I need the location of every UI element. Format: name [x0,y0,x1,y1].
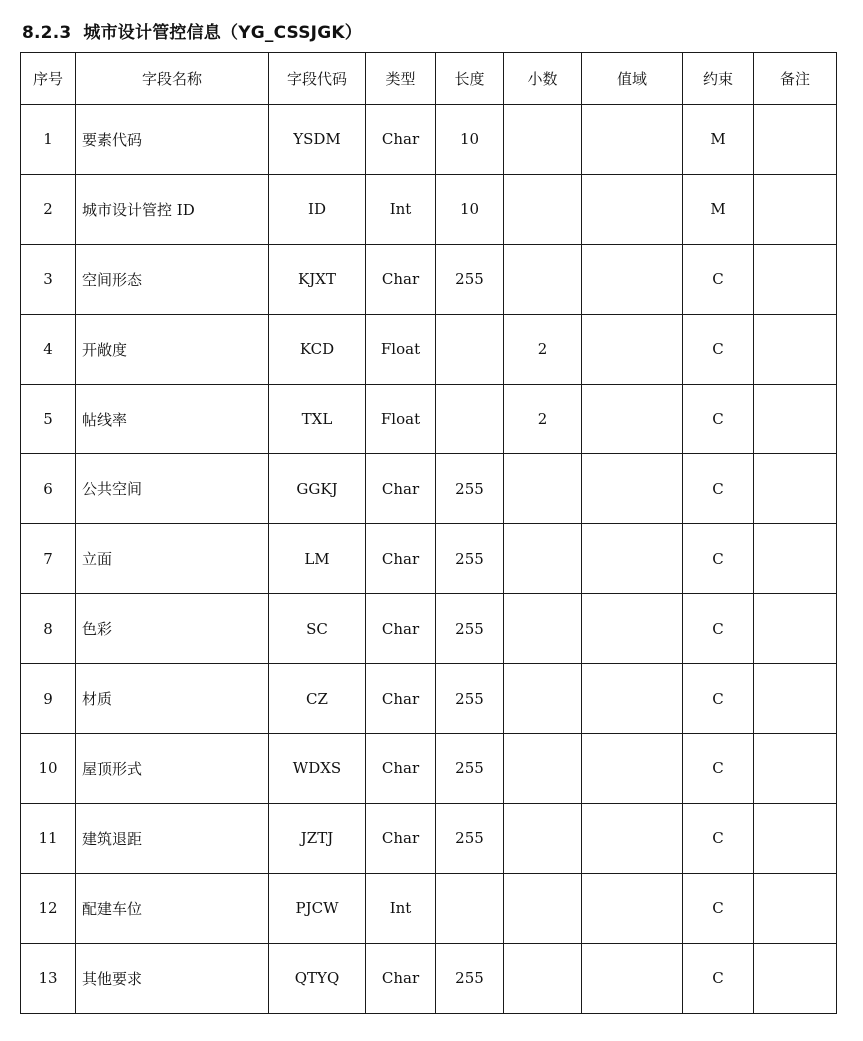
cell-index: 12 [21,873,76,943]
cell-remarks [754,943,837,1013]
cell-decimals [504,105,582,175]
header-length: 长度 [436,53,504,105]
cell-field-code: WDXS [269,734,366,804]
table-row [21,873,837,943]
table-row [21,943,837,1013]
cell-remarks [754,244,837,314]
cell-constraint: M [683,105,754,175]
section-number: 8.2.3 [22,23,72,43]
cell-constraint: C [683,803,754,873]
cell-index: 3 [21,244,76,314]
header-remarks: 备注 [754,53,837,105]
cell-type: Int [366,873,436,943]
cell-constraint: C [683,524,754,594]
cell-value-range [582,384,683,454]
cell-value-range [582,174,683,244]
cell-decimals [504,943,582,1013]
cell-decimals [504,594,582,664]
cell-field-code: CZ [269,664,366,734]
cell-index: 10 [21,734,76,804]
cell-constraint: C [683,943,754,1013]
cell-constraint: C [683,244,754,314]
cell-length: 255 [436,524,504,594]
table-row [21,734,837,804]
header-field-name: 字段名称 [76,53,269,105]
cell-index: 4 [21,314,76,384]
cell-remarks [754,873,837,943]
header-constraint: 约束 [683,53,754,105]
cell-constraint: C [683,314,754,384]
cell-remarks [754,803,837,873]
cell-length: 255 [436,594,504,664]
cell-constraint: M [683,174,754,244]
cell-type: Char [366,105,436,175]
cell-remarks [754,734,837,804]
cell-field-code: QTYQ [269,943,366,1013]
cell-remarks [754,664,837,734]
cell-field-code: KCD [269,314,366,384]
cell-field-code: GGKJ [269,454,366,524]
cell-decimals [504,664,582,734]
cell-index: 11 [21,803,76,873]
cell-value-range [582,454,683,524]
cell-index: 2 [21,174,76,244]
table-row [21,803,837,873]
table-row [21,174,837,244]
section-title: 城市设计管控信息（YG_CSSJGK） [83,23,362,43]
cell-decimals [504,873,582,943]
cell-type: Char [366,664,436,734]
cell-field-code: YSDM [269,105,366,175]
cell-field-name: 色彩 [76,594,269,664]
cell-index: 9 [21,664,76,734]
cell-decimals [504,803,582,873]
cell-type: Char [366,594,436,664]
table-body [21,105,837,1014]
header-row [21,53,837,105]
cell-field-name: 公共空间 [76,454,269,524]
cell-field-name: 帖线率 [76,384,269,454]
cell-value-range [582,664,683,734]
cell-length: 255 [436,244,504,314]
cell-value-range [582,314,683,384]
cell-length: 255 [436,664,504,734]
header-field-code: 字段代码 [269,53,366,105]
field-definition-table [20,52,837,1014]
cell-length: 255 [436,734,504,804]
cell-length: 10 [436,105,504,175]
cell-decimals: 2 [504,314,582,384]
cell-index: 5 [21,384,76,454]
cell-index: 7 [21,524,76,594]
cell-remarks [754,384,837,454]
cell-field-name: 立面 [76,524,269,594]
cell-remarks [754,594,837,664]
table-row [21,594,837,664]
cell-decimals: 2 [504,384,582,454]
cell-value-range [582,244,683,314]
cell-field-name: 开敞度 [76,314,269,384]
cell-field-code: PJCW [269,873,366,943]
cell-value-range [582,873,683,943]
cell-remarks [754,524,837,594]
cell-constraint: C [683,734,754,804]
cell-length [436,314,504,384]
cell-length [436,384,504,454]
cell-field-code: KJXT [269,244,366,314]
header-decimals: 小数 [504,53,582,105]
table-row [21,105,837,175]
cell-field-code: SC [269,594,366,664]
cell-decimals [504,524,582,594]
cell-type: Char [366,244,436,314]
cell-type: Char [366,454,436,524]
table-row [21,314,837,384]
cell-type: Char [366,524,436,594]
cell-field-name: 配建车位 [76,873,269,943]
cell-type: Float [366,384,436,454]
table-row [21,664,837,734]
table-row [21,384,837,454]
cell-value-range [582,524,683,594]
cell-length [436,873,504,943]
cell-length: 255 [436,943,504,1013]
cell-index: 13 [21,943,76,1013]
cell-length: 255 [436,454,504,524]
cell-constraint: C [683,454,754,524]
header-value-range: 值域 [582,53,683,105]
header-index: 序号 [21,53,76,105]
cell-length: 255 [436,803,504,873]
cell-length: 10 [436,174,504,244]
cell-field-code: JZTJ [269,803,366,873]
cell-index: 8 [21,594,76,664]
cell-field-name: 要素代码 [76,105,269,175]
table-row [21,524,837,594]
cell-remarks [754,314,837,384]
cell-type: Char [366,734,436,804]
cell-value-range [582,943,683,1013]
cell-remarks [754,105,837,175]
cell-value-range [582,105,683,175]
cell-type: Char [366,943,436,1013]
cell-value-range [582,734,683,804]
header-type: 类型 [366,53,436,105]
cell-remarks [754,454,837,524]
table-row [21,454,837,524]
cell-decimals [504,734,582,804]
cell-field-name: 其他要求 [76,943,269,1013]
cell-field-name: 空间形态 [76,244,269,314]
cell-decimals [504,244,582,314]
cell-index: 6 [21,454,76,524]
cell-field-code: ID [269,174,366,244]
table-header [21,53,837,105]
cell-constraint: C [683,384,754,454]
cell-constraint: C [683,594,754,664]
cell-type: Float [366,314,436,384]
cell-value-range [582,594,683,664]
cell-decimals [504,174,582,244]
cell-field-code: LM [269,524,366,594]
table-row [21,244,837,314]
cell-type: Int [366,174,436,244]
cell-value-range [582,803,683,873]
cell-field-name: 建筑退距 [76,803,269,873]
cell-field-name: 屋顶形式 [76,734,269,804]
cell-constraint: C [683,873,754,943]
cell-decimals [504,454,582,524]
section-heading [22,18,362,43]
cell-index: 1 [21,105,76,175]
cell-field-name: 城市设计管控 ID [76,174,269,244]
cell-field-name: 材质 [76,664,269,734]
cell-constraint: C [683,664,754,734]
cell-field-code: TXL [269,384,366,454]
cell-remarks [754,174,837,244]
cell-type: Char [366,803,436,873]
